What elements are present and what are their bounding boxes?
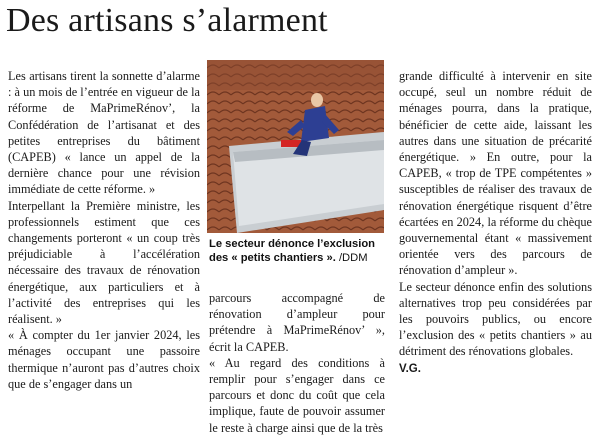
paragraph: grande difficulté à intervenir en site occupé, seul un nombre réduit de ménages pourra, dans la pratique, bénéficier de cette aide, laissant les autres dans une situation de précarité énergétique. » En outre, pour la CAPEB, « trop de TPE compétentes » susceptibles de réaliser des travaux de rénovation énergétique risquent d’être écartées en 2024, la réforme du chèque gouvernemental étant « massivement orientée vers des parcours de rénovation d’ampleur ». <box>399 69 592 278</box>
article-column-2 <box>209 290 385 436</box>
caption-text: Le secteur dénonce l’exclusion des « petits chantiers ». <box>209 238 376 264</box>
article-photo <box>207 60 384 233</box>
photo-caption <box>209 237 389 265</box>
article-column-3 <box>399 68 592 377</box>
paragraph: Interpellant la Première ministre, les professionnels estiment que ces changements porteront « un coup très préjudiciable à l’accélération nécessaire des travaux de rénovation énergétique, aux particuliers et à l’activité des entreprises qui les réalisent. » <box>8 198 200 327</box>
paragraph: Le secteur dénonce enfin des solutions alternatives trop peu considérées par les pouvoirs publics, ou encore l’exclusion des « petits chantiers » au détriment des rénovations globales. <box>399 279 592 359</box>
paragraph: parcours accompagné de rénovation d’ampleur pour prétendre à MaPrimeRénov’ », écrit la CAPEB. <box>209 291 385 354</box>
roof-worker-illustration <box>207 60 384 233</box>
paragraph: Les artisans tirent la sonnette d’alarme : à un mois de l’entrée en vigueur de la réforme de MaPrimeRénov’, la Confédération de l’artisanat et des petites entreprises du bâtiment (CAPEB) « lance un appel de la dernière chance pour une révision immédiate de cette réforme. » <box>8 69 200 197</box>
paragraph: « Au regard des conditions à remplir pour s’engager dans ce parcours et donc du coût que cela implique, faute de pouvoir assumer le reste à charge ainsi que de la très <box>209 355 385 435</box>
photo-credit: /DDM <box>338 252 368 264</box>
paragraph: « À compter du 1er janvier 2024, les ménages occupant une passoire thermique n’auront pas d’autres choix que de s’engager dans un <box>8 328 200 391</box>
article-column-1 <box>8 68 200 392</box>
author-signature: V.G. <box>399 362 421 375</box>
article-headline: Des artisans s’alarment <box>6 2 328 39</box>
